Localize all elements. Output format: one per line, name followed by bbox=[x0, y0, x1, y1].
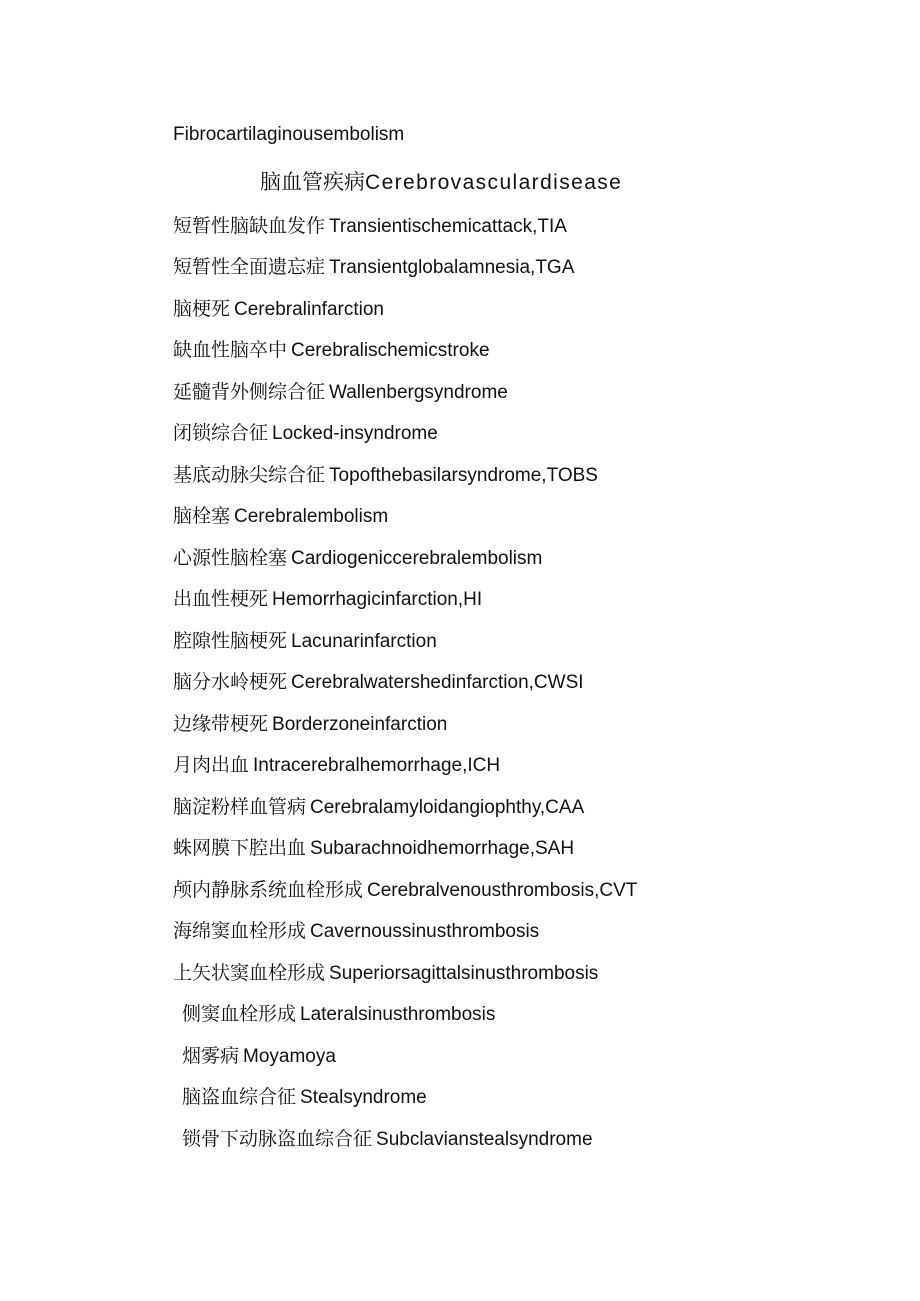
term-line bbox=[173, 381, 508, 405]
term-en: Cerebralembolism bbox=[234, 506, 389, 527]
term-zh: 颅内静脉系统血栓形成 bbox=[173, 880, 364, 901]
term-zh: 月肉出血 bbox=[173, 755, 250, 776]
term-zh: 缺血性脑卒中 bbox=[173, 340, 288, 361]
term-en: Stealsyndrome bbox=[300, 1087, 427, 1108]
term-en: Cerebralvenousthrombosis,CVT bbox=[367, 880, 638, 901]
term-line bbox=[173, 713, 447, 737]
term-line bbox=[182, 1086, 427, 1110]
term-zh: 脑淀粉样血管病 bbox=[173, 797, 307, 818]
section-heading bbox=[260, 170, 622, 196]
term-line bbox=[182, 1045, 336, 1069]
term-en: Transientglobalamnesia,TGA bbox=[329, 257, 575, 278]
term-en: Borderzoneinfarction bbox=[272, 714, 448, 735]
term-zh: 延髓背外侧综合征 bbox=[173, 382, 326, 403]
term-en: Locked-insyndrome bbox=[272, 423, 438, 444]
term-line bbox=[173, 630, 437, 654]
term-line bbox=[173, 837, 574, 861]
term-zh: 脑梗死 bbox=[173, 299, 231, 320]
term-en: Cerebralinfarction bbox=[234, 299, 384, 320]
term-line bbox=[173, 920, 539, 944]
term-zh: 边缘带梗死 bbox=[173, 714, 269, 735]
term-en: Cerebralwatershedinfarction,CWSI bbox=[291, 672, 584, 693]
term-en: Subclavianstealsyndrome bbox=[376, 1129, 593, 1150]
term-line bbox=[173, 796, 584, 820]
term-line bbox=[173, 339, 490, 363]
term-line bbox=[173, 256, 574, 280]
term-en: Topofthebasilarsyndrome,TOBS bbox=[329, 465, 598, 486]
term-zh: 锁骨下动脉盗血综合征 bbox=[182, 1129, 373, 1150]
term-line bbox=[173, 215, 567, 239]
heading-en: Cerebrovasculardisease bbox=[365, 171, 623, 194]
term-en: Subarachnoidhemorrhage,SAH bbox=[310, 838, 575, 859]
term-en: Lateralsinusthrombosis bbox=[300, 1004, 496, 1025]
term-line bbox=[173, 754, 500, 778]
term-zh: 侧窦血栓形成 bbox=[182, 1004, 297, 1025]
term-zh: 心源性脑栓塞 bbox=[173, 548, 288, 569]
term-en: Lacunarinfarction bbox=[291, 631, 437, 652]
term-zh: 蛛网膜下腔出血 bbox=[173, 838, 307, 859]
term-line bbox=[173, 879, 637, 903]
heading-zh: 脑血管疾病 bbox=[260, 171, 365, 194]
term-zh: 闭锁综合征 bbox=[173, 423, 269, 444]
term-line bbox=[173, 464, 598, 488]
term-en: Cerebralischemicstroke bbox=[291, 340, 490, 361]
term-zh: 基底动脉尖综合征 bbox=[173, 465, 326, 486]
term-line bbox=[173, 298, 384, 322]
term-line bbox=[173, 588, 482, 612]
top-line: Fibrocartilaginousembolism bbox=[173, 124, 405, 145]
term-en: Cerebralamyloidangiophthy,CAA bbox=[310, 797, 585, 818]
term-line bbox=[173, 671, 584, 695]
term-en: Cavernoussinusthrombosis bbox=[310, 921, 540, 942]
term-en: Wallenbergsyndrome bbox=[329, 382, 508, 403]
term-en: Hemorrhagicinfarction,HI bbox=[272, 589, 483, 610]
term-line bbox=[182, 1128, 593, 1152]
term-line bbox=[173, 422, 438, 446]
term-line bbox=[173, 547, 542, 571]
term-line bbox=[173, 962, 598, 986]
term-en: Moyamoya bbox=[243, 1046, 336, 1067]
term-zh: 脑分水岭梗死 bbox=[173, 672, 288, 693]
term-line bbox=[182, 1003, 495, 1027]
term-zh: 脑栓塞 bbox=[173, 506, 231, 527]
term-zh: 烟雾病 bbox=[182, 1046, 240, 1067]
term-zh: 短暂性脑缺血发作 bbox=[173, 216, 326, 237]
term-en: Superiorsagittalsinusthrombosis bbox=[329, 963, 599, 984]
term-zh: 脑盗血综合征 bbox=[182, 1087, 297, 1108]
term-en: Intracerebralhemorrhage,ICH bbox=[253, 755, 501, 776]
term-en: Cardiogeniccerebralembolism bbox=[291, 548, 543, 569]
term-line bbox=[173, 505, 388, 529]
term-zh: 腔隙性脑梗死 bbox=[173, 631, 288, 652]
term-en: Transientischemicattack,TIA bbox=[329, 216, 567, 237]
term-zh: 出血性梗死 bbox=[173, 589, 269, 610]
term-zh: 上矢状窦血栓形成 bbox=[173, 963, 326, 984]
term-zh: 海绵窦血栓形成 bbox=[173, 921, 307, 942]
term-zh: 短暂性全面遗忘症 bbox=[173, 257, 326, 278]
